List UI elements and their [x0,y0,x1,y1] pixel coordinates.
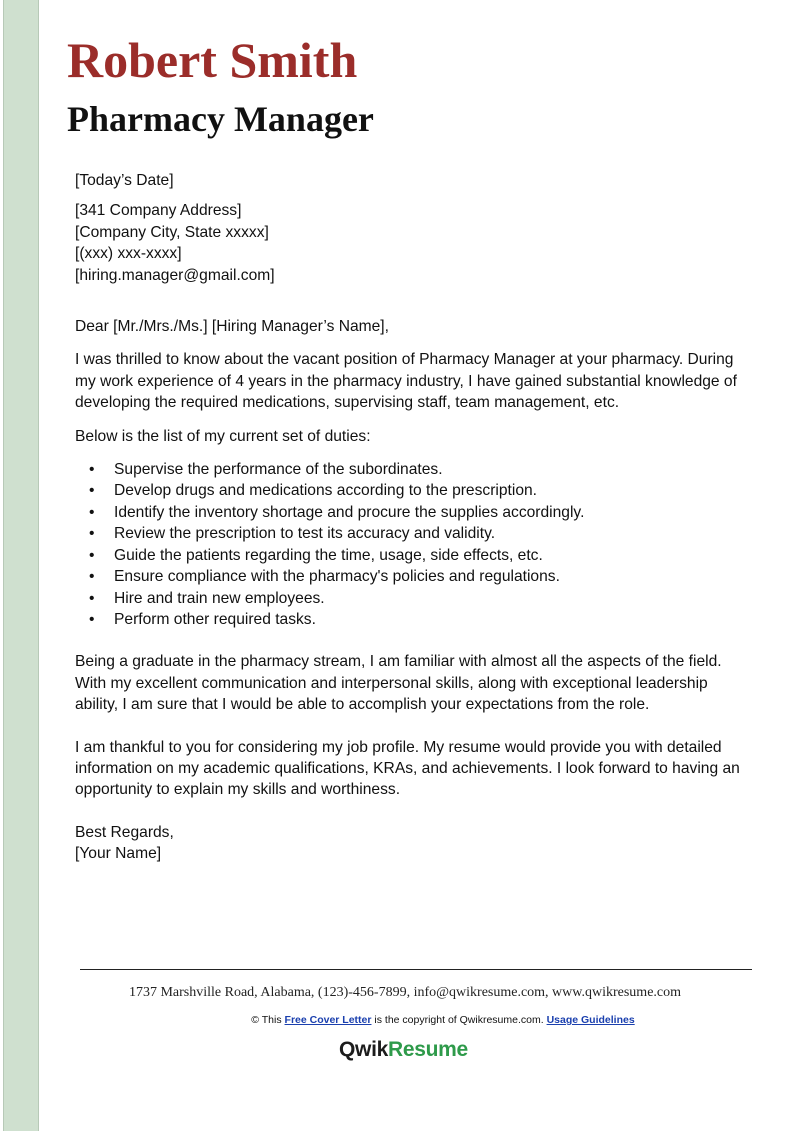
logo-qwik: Qwik [339,1038,388,1061]
letter-date: [Today’s Date] [75,172,174,189]
intro-paragraph: I was thrilled to know about the vacant position of Pharmacy Manager at your pharmacy. During my work experience of 4 years in the pharmacy industry, I have gained substantial knowledge of developing the required medications, supervising staff, team management, etc. [75,351,737,412]
address-line: [341 Company Address] [75,202,242,220]
copyright-middle: is the copyright of Qwikresume.com. [374,1014,544,1026]
duties-list [75,459,755,630]
duty-item: • Develop drugs and medications according to the prescription. [75,480,755,501]
closing-paragraph: I am thankful to you for considering my job profile. My resume would provide you with detailed information on my academic qualifications, KRAs, and achievements. I look forward to having an opportunity to explain my skills and worthiness. [75,738,740,799]
duty-item: • Supervise the performance of the subordinates. [75,459,755,480]
closing-regards: Best Regards, [75,823,174,841]
address-line: [Company City, State xxxxx] [75,223,269,241]
decorative-sidebar [3,0,39,1131]
copyright-notice [0,1014,800,1026]
letter-body [75,170,755,865]
duty-item: • Perform other required tasks. [75,609,755,630]
duty-item: • Identify the inventory shortage and procure the supplies accordingly. [75,502,755,523]
qwikresume-logo [339,1036,468,1064]
footer-contact: 1737 Marshville Road, Alabama, (123)-456-7899, info@qwikresume.com, www.qwikresume.com [128,985,682,1000]
duty-item: • Review the prescription to test its accuracy and validity. [75,523,755,544]
signature-name: [Your Name] [75,845,162,863]
copyright-prefix: © This [251,1014,282,1026]
recipient-address [75,200,755,286]
address-line: [hiring.manager@gmail.com] [75,266,275,284]
salutation: Dear [Mr./Mrs./Ms.] [Hiring Manager’s Name], [75,318,389,336]
duty-item: • Guide the patients regarding the time, usage, side effects, etc. [75,545,755,566]
duties-intro: Below is the list of my current set of duties: [75,427,371,445]
duty-item: • Hire and train new employees. [75,588,755,609]
free-cover-letter-link[interactable]: Free Cover Letter [284,1014,372,1026]
job-title: Pharmacy Manager [67,99,374,139]
usage-guidelines-link[interactable]: Usage Guidelines [546,1014,635,1026]
skills-paragraph: Being a graduate in the pharmacy stream, I am familiar with almost all the aspects of the field. With my excellent communication and interpersonal skills, along with exceptional leadership ability, I am sure that I would be able to accomplish your expectations from the role. [75,653,722,714]
logo-resume: Resume [387,1038,468,1061]
duty-item: • Ensure compliance with the pharmacy's policies and regulations. [75,566,755,587]
footer-divider [80,969,752,970]
address-line: [(xxx) xxx-xxxx] [75,245,182,263]
applicant-name: Robert Smith [67,32,358,88]
